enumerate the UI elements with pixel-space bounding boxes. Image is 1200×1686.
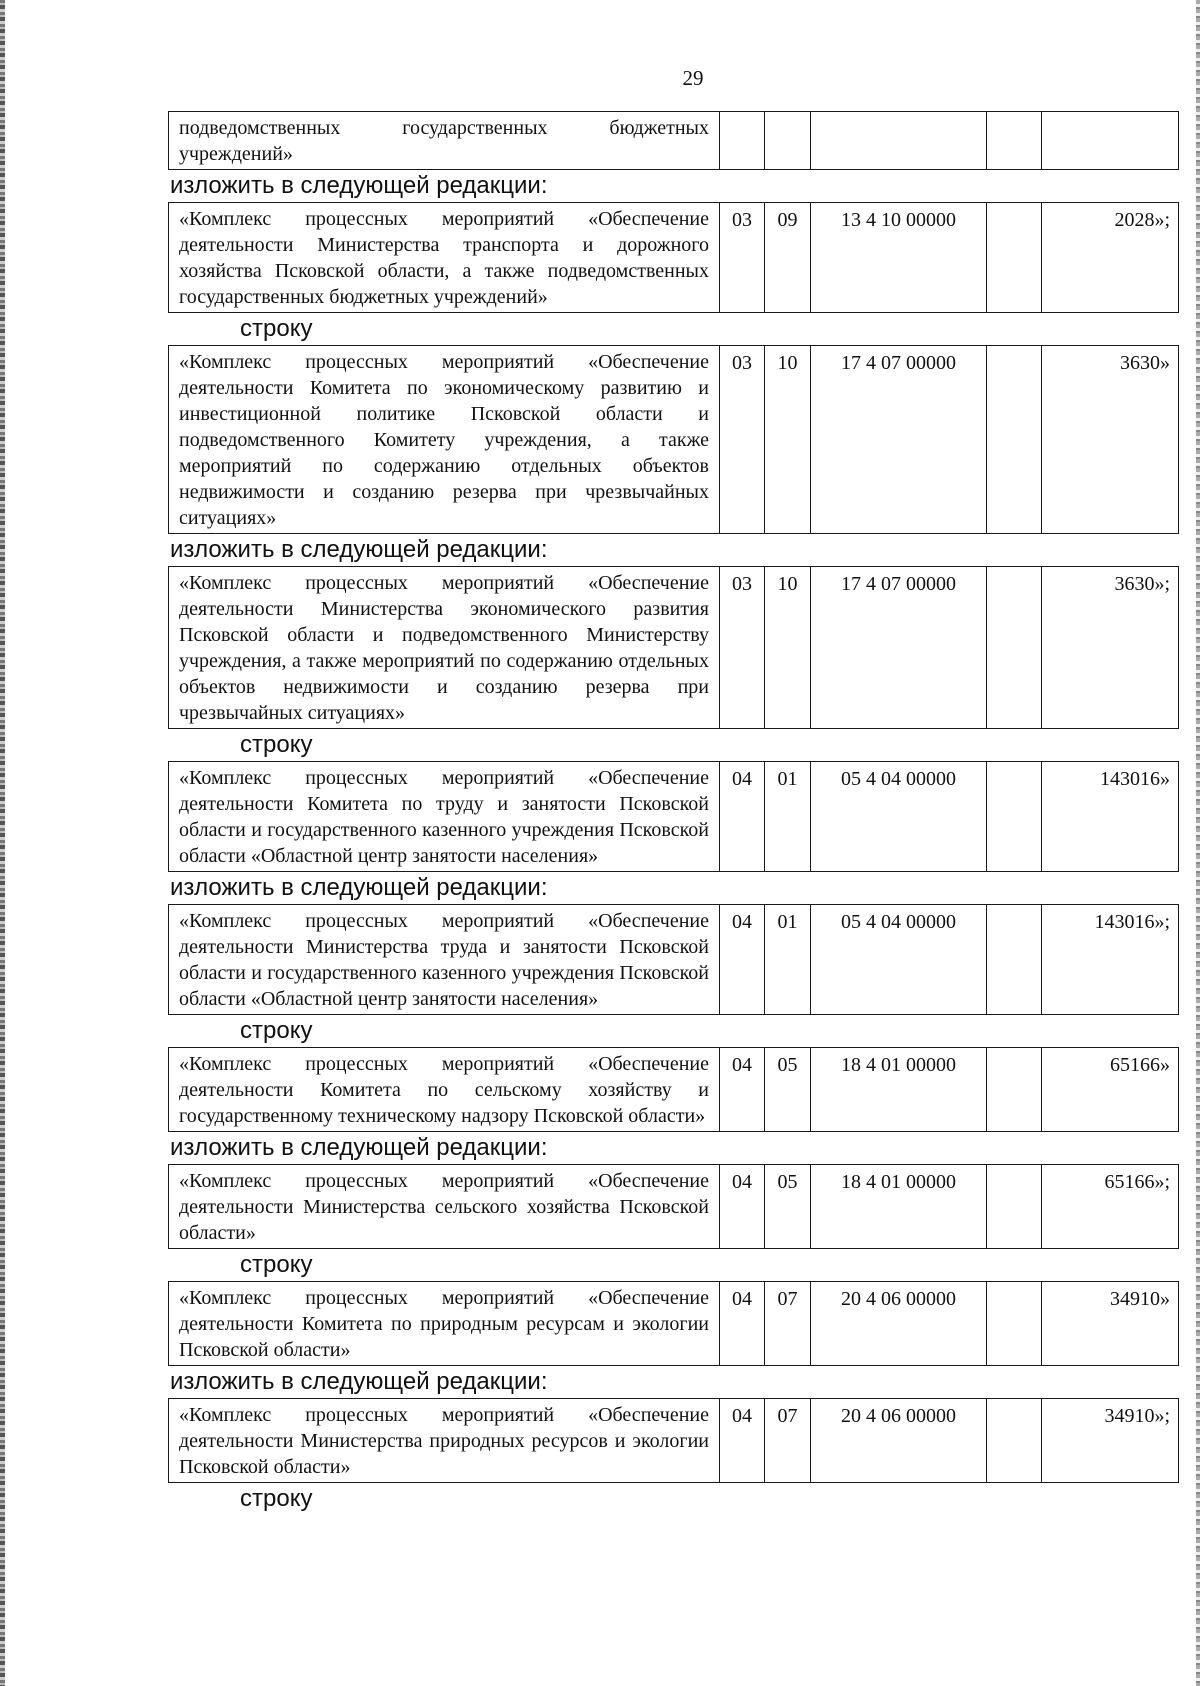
target-article-code: 13 4 10 00000: [811, 203, 987, 313]
budget-row-table: [168, 1398, 1179, 1483]
table-row: [169, 112, 1179, 170]
budget-row-table: [168, 761, 1179, 872]
subsection-code: 09: [765, 203, 811, 313]
budget-row-table: [168, 345, 1179, 534]
subsection-code: 05: [765, 1048, 811, 1132]
expense-type-code: [987, 567, 1042, 729]
section-code: 04: [720, 905, 765, 1015]
section-code: 03: [720, 346, 765, 534]
table-row: [169, 1048, 1179, 1132]
budget-row-table: [168, 566, 1179, 729]
expense-type-code: [987, 1165, 1042, 1249]
budget-row-table: [168, 904, 1179, 1015]
budget-row-table: [168, 202, 1179, 313]
target-article-code: 05 4 04 00000: [811, 762, 987, 872]
table-row: [169, 567, 1179, 729]
expense-type-code: [987, 1399, 1042, 1483]
subsection-code: 01: [765, 905, 811, 1015]
amount-cell: 143016»: [1042, 762, 1179, 872]
target-article-code: 20 4 06 00000: [811, 1399, 987, 1483]
scan-edge-right: [1196, 0, 1200, 1686]
target-article-code: 18 4 01 00000: [811, 1165, 987, 1249]
amount-cell: 2028»;: [1042, 203, 1179, 313]
amount-cell: 143016»;: [1042, 905, 1179, 1015]
expense-type-code: [987, 1048, 1042, 1132]
replace-heading: изложить в следующей редакции:: [170, 1134, 548, 1161]
row-description: подведомственных государственных бюджетных учреждений»: [169, 112, 720, 170]
row-description: «Комплекс процессных мероприятий «Обеспечение деятельности Министерства экономического развития Псковской области и подведомственного Министерству учреждения, а также мероприятий по содержанию отдельных объектов недвижимости и созданию резерва при чрезвычайных ситуациях»: [169, 567, 720, 729]
section-code: 03: [720, 203, 765, 313]
amount-cell: 3630»: [1042, 346, 1179, 534]
subsection-code: 07: [765, 1282, 811, 1366]
expense-type-code: [987, 346, 1042, 534]
expense-type-code: [987, 112, 1042, 170]
subsection-code: [765, 112, 811, 170]
row-description: «Комплекс процессных мероприятий «Обеспечение деятельности Комитета по труду и занятости Псковской области и государственного казенного учреждения Псковской области «Областной центр занятости населения»: [169, 762, 720, 872]
amount-cell: 65166»: [1042, 1048, 1179, 1132]
table-row: [169, 346, 1179, 534]
subsection-code: 10: [765, 567, 811, 729]
subsection-code: 05: [765, 1165, 811, 1249]
target-article-code: 17 4 07 00000: [811, 346, 987, 534]
target-article-code: 17 4 07 00000: [811, 567, 987, 729]
expense-type-code: [987, 762, 1042, 872]
budget-row-table: [168, 1164, 1179, 1249]
row-description: «Комплекс процессных мероприятий «Обеспечение деятельности Комитета по природным ресурсам и экологии Псковской области»: [169, 1282, 720, 1366]
row-label: строку: [240, 1485, 313, 1512]
section-code: 04: [720, 1165, 765, 1249]
expense-type-code: [987, 1282, 1042, 1366]
table-row: [169, 762, 1179, 872]
budget-row-table: [168, 1281, 1179, 1366]
section-code: 04: [720, 1048, 765, 1132]
subsection-code: 07: [765, 1399, 811, 1483]
table-row: [169, 1165, 1179, 1249]
page-number: 29: [682, 66, 704, 90]
table-row: [169, 1399, 1179, 1483]
document-body: [168, 111, 1170, 1515]
target-article-code: 20 4 06 00000: [811, 1282, 987, 1366]
row-description: «Комплекс процессных мероприятий «Обеспечение деятельности Министерства сельского хозяйства Псковской области»: [169, 1165, 720, 1249]
amount-cell: 34910»;: [1042, 1399, 1179, 1483]
row-description: «Комплекс процессных мероприятий «Обеспечение деятельности Министерства транспорта и дорожного хозяйства Псковской области, а также подведомственных государственных бюджетных учреждений»: [169, 203, 720, 313]
row-description: «Комплекс процессных мероприятий «Обеспечение деятельности Комитета по сельскому хозяйству и государственному техническому надзору Псковской области»: [169, 1048, 720, 1132]
subsection-code: 01: [765, 762, 811, 872]
row-description: «Комплекс процессных мероприятий «Обеспечение деятельности Министерства труда и занятости Псковской области и государственного казенного учреждения Псковской области «Областной центр занятости населения»: [169, 905, 720, 1015]
row-label: строку: [240, 315, 313, 342]
table-row: [169, 905, 1179, 1015]
replace-heading: изложить в следующей редакции:: [170, 172, 548, 199]
amount-cell: [1042, 112, 1179, 170]
amount-cell: 3630»;: [1042, 567, 1179, 729]
amount-cell: 65166»;: [1042, 1165, 1179, 1249]
row-description: «Комплекс процессных мероприятий «Обеспечение деятельности Комитета по экономическому развитию и инвестиционной политике Псковской области и подведомственного Комитету учреждения, а также мероприятий по содержанию отдельных объектов недвижимости и созданию резерва при чрезвычайных ситуациях»: [169, 346, 720, 534]
scan-edge-left: [0, 0, 5, 1686]
section-code: 03: [720, 567, 765, 729]
amount-cell: 34910»: [1042, 1282, 1179, 1366]
subsection-code: 10: [765, 346, 811, 534]
section-code: 04: [720, 1282, 765, 1366]
row-label: строку: [240, 1017, 313, 1044]
replace-heading: изложить в следующей редакции:: [170, 1368, 548, 1395]
row-label: строку: [240, 1251, 313, 1278]
target-article-code: [811, 112, 987, 170]
table-row: [169, 1282, 1179, 1366]
replace-heading: изложить в следующей редакции:: [170, 536, 548, 563]
section-code: 04: [720, 1399, 765, 1483]
section-code: 04: [720, 762, 765, 872]
target-article-code: 18 4 01 00000: [811, 1048, 987, 1132]
target-article-code: 05 4 04 00000: [811, 905, 987, 1015]
replace-heading: изложить в следующей редакции:: [170, 874, 548, 901]
section-code: [720, 112, 765, 170]
table-row: [169, 203, 1179, 313]
row-label: строку: [240, 731, 313, 758]
expense-type-code: [987, 905, 1042, 1015]
budget-row-table: [168, 111, 1179, 170]
row-description: «Комплекс процессных мероприятий «Обеспечение деятельности Министерства природных ресурсов и экологии Псковской области»: [169, 1399, 720, 1483]
budget-row-table: [168, 1047, 1179, 1132]
expense-type-code: [987, 203, 1042, 313]
